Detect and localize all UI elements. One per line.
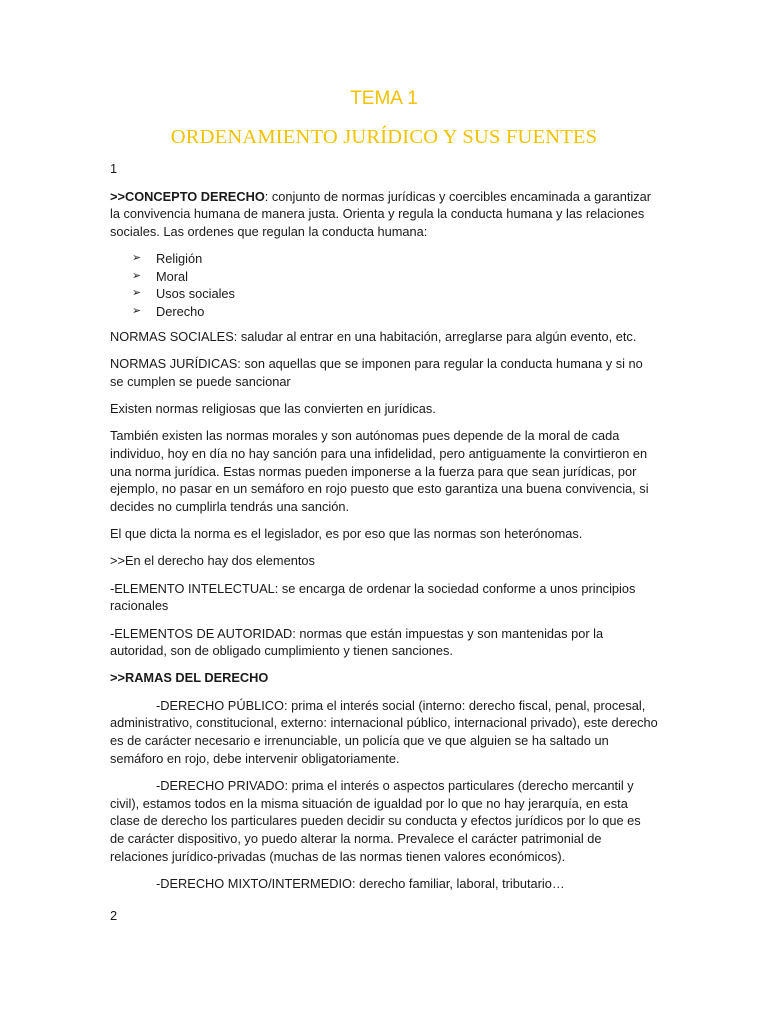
arrowhead-bullet-icon: ➢ (132, 304, 142, 317)
arrowhead-bullet-icon: ➢ (132, 269, 142, 282)
normas-juridicas-paragraph: NORMAS JURÍDICAS: son aquellas que se imponen para regular la conducta humana y si no se cumplen se puede sancionar (110, 356, 643, 389)
document-body (110, 160, 658, 924)
normas-sociales-paragraph: NORMAS SOCIALES: saludar al entrar en una habitación, arreglarse para algún evento, etc. (110, 328, 637, 344)
mixto-paragraph: -DERECHO MIXTO/INTERMEDIO: derecho familiar, laboral, tributario… (156, 876, 565, 892)
autoridad-paragraph: -ELEMENTOS DE AUTORIDAD: normas que están impuestas y son mantenidas por la autoridad, son de obligado cumplimiento y tienen sanciones. (110, 625, 604, 659)
list-item-label: Religión (156, 251, 203, 267)
intelectual-paragraph: -ELEMENTO INTELECTUAL: se encarga de ordenar la sociedad conforme a unos principios racionales (110, 580, 636, 614)
bullet-list (110, 250, 658, 320)
page-number-bottom: 2 (110, 907, 118, 923)
list-item (132, 250, 658, 267)
arrowhead-bullet-icon: ➢ (132, 252, 142, 265)
page-number-top: 1 (110, 161, 118, 176)
list-item-label: Moral (156, 268, 188, 284)
religiosas-paragraph: Existen normas religiosas que las convierten en jurídicas. (110, 401, 436, 417)
ramas-label: >>RAMAS DEL DERECHO (110, 670, 269, 686)
document-title: ORDENAMIENTO JURÍDICO Y SUS FUENTES (170, 126, 598, 148)
list-item (132, 285, 658, 302)
privado-paragraph: -DERECHO PRIVADO: prima el interés o aspectos particulares (derecho mercantil y civil), estamos todos en la misma situación de igualdad por lo que no hay jerarquía, en esta clase de derecho los particulares pueden decidir su conducta y efectos jurídicos por lo que es de carácter dispositivo, yo puedo alterar la norma. Prevalece el carácter patrimonial de relaciones jurídico-privadas (muchas de las normas tienen valores económicos). (110, 778, 641, 864)
arrowhead-bullet-icon: ➢ (132, 287, 142, 300)
concepto-paragraph (110, 188, 658, 241)
list-item-label: Derecho (156, 303, 205, 319)
publico-paragraph: -DERECHO PÚBLICO: prima el interés social (interno: derecho fiscal, penal, procesal, administrativo, constitucional, externo: internacional público, internacional privado), este derecho es de carácter necesario e irrenunciable, un policía que ve que alguien se ha saltado un semáforo en rojo, debe intervenir obligatoriamente. (110, 697, 658, 766)
list-item (132, 268, 658, 285)
topic-heading: TEMA 1 (350, 88, 418, 109)
legislador-paragraph: El que dicta la norma es el legislador, es por eso que las normas son heterónomas. (110, 526, 583, 542)
ramas-heading (110, 669, 658, 687)
morales-paragraph: También existen las normas morales y son autónomas pues depende de la moral de cada individuo, hoy en día no hay sanción para una infidelidad, pero antiguamente la convirtieron en una norma jurídica. Estas normas pueden imponerse a la fuerza para que sean jurídicas, por ejemplo, no pasar en un semáforo en rojo puesto que esto garantiza una buena convivencia, si decides no cumplirla tendrás una sanción. (110, 428, 649, 515)
list-item (132, 303, 658, 320)
elementos-paragraph: >>En el derecho hay dos elementos (110, 553, 315, 569)
list-item-label: Usos sociales (156, 286, 235, 302)
concepto-text: : conjunto de normas jurídicas y coercibles encaminada a garantizar la convivencia humana de manera justa. Orienta y regula la conducta humana y las relaciones sociales. Las ordenes que regulan la conducta humana: (110, 188, 652, 240)
concepto-label: >>CONCEPTO DERECHO (110, 188, 265, 204)
